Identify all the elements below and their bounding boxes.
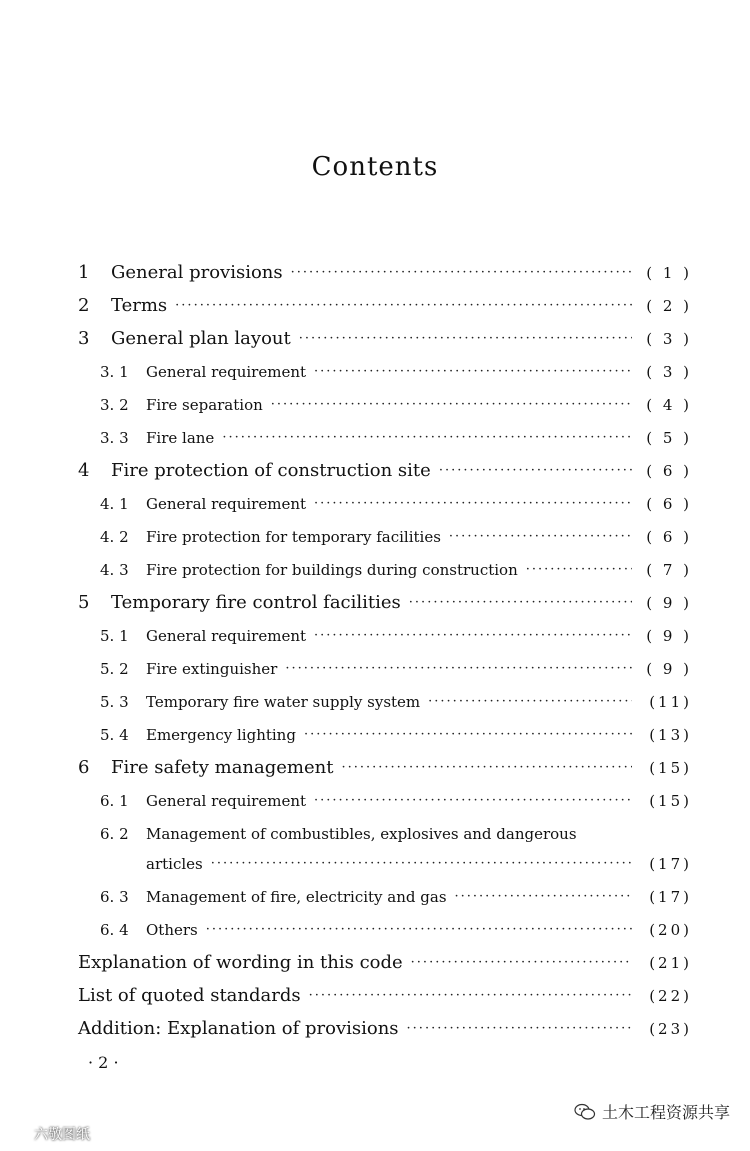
entry-number: 6. 1	[100, 791, 129, 810]
toc-subentry[interactable]	[100, 685, 692, 718]
toc-entry[interactable]	[78, 1012, 692, 1045]
toc-subentry[interactable]	[100, 913, 692, 946]
entry-label: Fire extinguisher	[146, 659, 278, 678]
entry-label: Fire protection for buildings during construction	[146, 560, 518, 579]
toc-subentry[interactable]	[100, 355, 692, 388]
entry-number: 5. 1	[100, 626, 129, 645]
entry-label: Explanation of wording in this code	[78, 952, 403, 973]
entry-label: Fire protection of construction site	[111, 460, 431, 481]
toc-entry[interactable]	[78, 289, 692, 322]
entry-page: ( 2 )	[646, 296, 692, 315]
toc-subentry[interactable]	[100, 718, 692, 751]
entry-label: Fire separation	[146, 395, 263, 414]
entry-number: 5. 4	[100, 725, 129, 744]
entry-label: Temporary fire water supply system	[146, 692, 421, 711]
toc-subentry-continuation[interactable]	[146, 847, 692, 880]
entry-number: 4. 2	[100, 527, 129, 546]
entry-page: (15)	[649, 791, 692, 810]
entry-number: 6. 4	[100, 920, 129, 939]
entry-page: ( 9 )	[646, 593, 692, 612]
wechat-icon	[574, 1103, 596, 1121]
entry-page: ( 5 )	[646, 428, 692, 447]
dot-leader	[409, 595, 632, 610]
toc-subentry[interactable]	[100, 652, 692, 685]
dot-leader	[309, 988, 632, 1003]
entry-number: 6. 2	[100, 824, 129, 843]
dot-leader	[206, 922, 632, 937]
logo-icon	[8, 1126, 30, 1142]
entry-label: Emergency lighting	[146, 725, 296, 744]
entry-page: ( 3 )	[646, 362, 692, 381]
toc-entry[interactable]	[78, 946, 692, 979]
entry-page: ( 6 )	[646, 527, 692, 546]
entry-label: General requirement	[146, 791, 307, 810]
entry-page: ( 1 )	[646, 263, 692, 282]
entry-page: (15)	[649, 758, 692, 777]
dot-leader	[299, 331, 632, 346]
entry-label: Management of combustibles, explosives and dangerous	[146, 824, 577, 843]
dot-leader	[285, 661, 632, 676]
entry-page: (17)	[649, 887, 692, 906]
dot-leader	[291, 265, 632, 280]
entry-page: (23)	[649, 1019, 692, 1038]
entry-page: (17)	[649, 854, 692, 873]
dot-leader	[314, 364, 632, 379]
entry-page: (13)	[649, 725, 692, 744]
dot-leader	[411, 955, 632, 970]
entry-page: (22)	[649, 986, 692, 1005]
toc-entry[interactable]	[78, 586, 692, 619]
entry-label: Fire lane	[146, 428, 215, 447]
toc-entry[interactable]	[78, 322, 692, 355]
entry-number: 4. 1	[100, 494, 129, 513]
entry-number: 3. 1	[100, 362, 129, 381]
toc-subentry[interactable]	[100, 553, 692, 586]
dot-leader	[428, 694, 632, 709]
dot-leader	[314, 793, 632, 808]
page-title: Contents	[311, 152, 439, 182]
toc-entry[interactable]	[78, 256, 692, 289]
toc-entry[interactable]	[78, 979, 692, 1012]
toc-subentry[interactable]	[100, 487, 692, 520]
entry-number: 5	[78, 592, 90, 613]
entry-page: ( 7 )	[646, 560, 692, 579]
dot-leader	[314, 628, 632, 643]
toc-entry[interactable]	[78, 454, 692, 487]
entry-label: Fire protection for temporary facilities	[146, 527, 441, 546]
page-number: · 2 ·	[88, 1053, 119, 1072]
dot-leader	[341, 760, 632, 775]
dot-leader	[439, 463, 632, 478]
dot-leader	[175, 298, 632, 313]
entry-label-continued: articles	[146, 854, 203, 873]
entry-label: General plan layout	[111, 328, 291, 349]
dot-leader	[449, 529, 632, 544]
entry-number: 4	[78, 460, 90, 481]
watermark-left	[8, 1124, 90, 1144]
dot-leader	[314, 496, 632, 511]
entry-page: ( 4 )	[646, 395, 692, 414]
watermark-text: 六敬图纸	[34, 1127, 90, 1143]
entry-page: ( 3 )	[646, 329, 692, 348]
watermark-text: 土木工程资源共享	[601, 1103, 730, 1122]
entry-label: Fire safety management	[111, 757, 334, 778]
toc-subentry[interactable]	[100, 421, 692, 454]
entry-label: Temporary fire control facilities	[111, 592, 401, 613]
toc-subentry[interactable]	[100, 619, 692, 652]
dot-leader	[222, 430, 632, 445]
toc-subentry[interactable]	[100, 880, 692, 913]
dot-leader	[407, 1021, 632, 1036]
dot-leader	[455, 889, 632, 904]
toc-subentry[interactable]	[100, 784, 692, 817]
dot-leader	[211, 856, 632, 871]
dot-leader	[526, 562, 632, 577]
entry-page: (11)	[649, 692, 692, 711]
toc-subentry[interactable]	[100, 817, 692, 850]
entry-label: List of quoted standards	[78, 985, 301, 1006]
entry-label: General requirement	[146, 362, 307, 381]
dot-leader	[304, 727, 632, 742]
entry-page: ( 9 )	[646, 659, 692, 678]
entry-page: ( 6 )	[646, 494, 692, 513]
entry-page: ( 6 )	[646, 461, 692, 480]
entry-label: General provisions	[111, 262, 283, 283]
entry-number: 6. 3	[100, 887, 129, 906]
entry-number: 3. 3	[100, 428, 129, 447]
entry-number: 1	[78, 262, 90, 283]
entry-label: General requirement	[146, 626, 307, 645]
entry-number: 5. 3	[100, 692, 129, 711]
entry-label: Management of fire, electricity and gas	[146, 887, 447, 906]
toc-subentry[interactable]	[100, 520, 692, 553]
dot-leader	[271, 397, 632, 412]
entry-page: (20)	[649, 920, 692, 939]
entry-label: General requirement	[146, 494, 307, 513]
entry-number: 2	[78, 295, 90, 316]
entry-page: (21)	[649, 953, 692, 972]
entry-label: Terms	[111, 295, 168, 316]
toc-entry[interactable]	[78, 751, 692, 784]
entry-number: 4. 3	[100, 560, 129, 579]
entry-number: 3	[78, 328, 90, 349]
entry-number: 6	[78, 757, 90, 778]
entry-number: 3. 2	[100, 395, 129, 414]
entry-label: Others	[146, 920, 198, 939]
toc-subentry[interactable]	[100, 388, 692, 421]
entry-label: Addition: Explanation of provisions	[78, 1018, 399, 1039]
entry-page: ( 9 )	[646, 626, 692, 645]
watermark-right	[574, 1100, 730, 1123]
entry-number: 5. 2	[100, 659, 129, 678]
